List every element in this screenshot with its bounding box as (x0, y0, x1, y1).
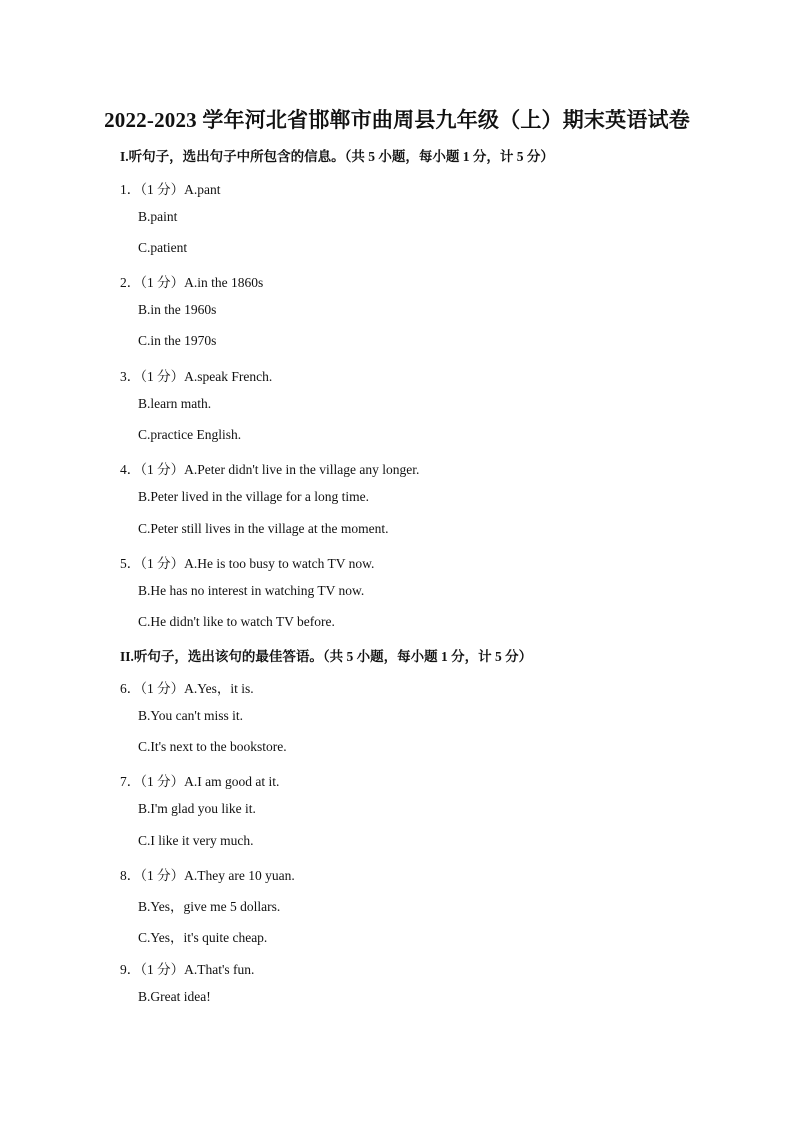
question-2-option-b: B.in the 1960s (138, 302, 217, 317)
question-7-option-b: B.I'm glad you like it. (138, 801, 256, 816)
question-6-option-c: C.It's next to the bookstore. (138, 739, 287, 754)
question-9-option-b: B.Great idea! (138, 989, 211, 1004)
question-5: 5．（1 分）A.He is too busy to watch TV now. (120, 556, 375, 571)
question-7: 7．（1 分）A.I am good at it. (120, 774, 280, 789)
page-title: 2022-2023 学年河北省邯郸市曲周县九年级（上）期末英语试卷 (104, 108, 690, 132)
question-1-option-b: B.paint (138, 209, 178, 224)
question-8-option-c: C.Yes，it's quite cheap. (138, 930, 268, 945)
question-6: 6．（1 分）A.Yes，it is. (120, 681, 254, 696)
question-7-option-c: C.I like it very much. (138, 833, 254, 848)
question-9: 9．（1 分）A.That's fun. (120, 962, 255, 977)
section-heading-2: II.听句子，选出该句的最佳答语。（共 5 小题，每小题 1 分，计 5 分） (120, 649, 533, 664)
question-2: 2．（1 分）A.in the 1860s (120, 275, 264, 290)
question-4-option-b: B.Peter lived in the village for a long time. (138, 489, 369, 504)
question-4: 4．（1 分）A.Peter didn't live in the village any longer. (120, 462, 420, 477)
question-8: 8．（1 分）A.They are 10 yuan. (120, 868, 295, 883)
question-3-option-c: C.practice English. (138, 427, 242, 442)
question-1-option-c: C.patient (138, 240, 188, 255)
section-heading-1: I.听句子，选出句子中所包含的信息。（共 5 小题，每小题 1 分，计 5 分） (120, 149, 554, 164)
question-6-option-b: B.You can't miss it. (138, 708, 243, 723)
question-8-option-b: B.Yes，give me 5 dollars. (138, 899, 281, 914)
question-5-option-c: C.He didn't like to watch TV before. (138, 614, 335, 629)
question-1: 1．（1 分）A.pant (120, 182, 221, 197)
question-5-option-b: B.He has no interest in watching TV now. (138, 583, 365, 598)
question-3-option-b: B.learn math. (138, 396, 212, 411)
question-3: 3．（1 分）A.speak French. (120, 369, 273, 384)
question-2-option-c: C.in the 1970s (138, 333, 217, 348)
question-4-option-c: C.Peter still lives in the village at the moment. (138, 521, 389, 536)
